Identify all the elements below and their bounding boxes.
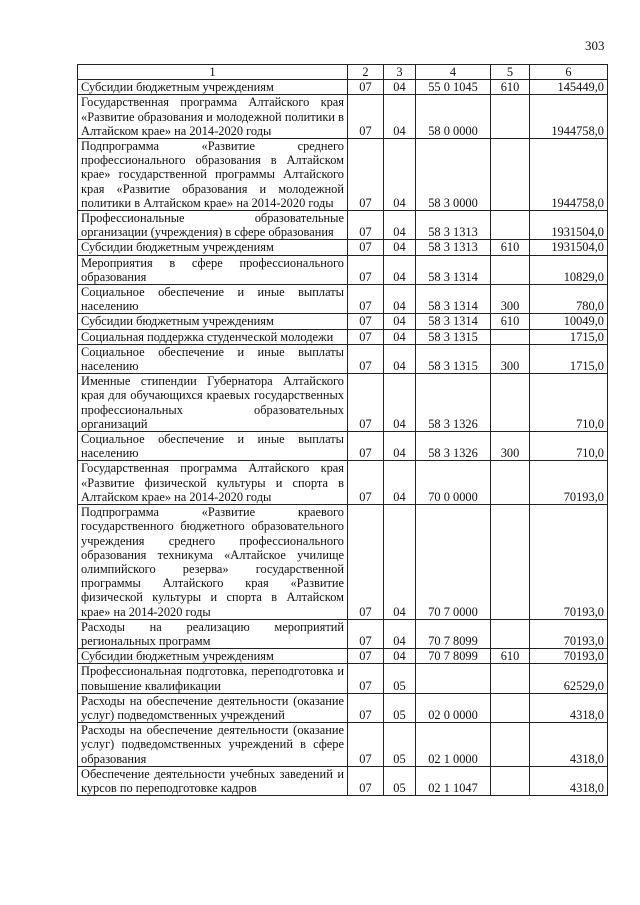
row-section: 07 bbox=[348, 505, 384, 620]
row-expense-type bbox=[491, 211, 530, 240]
row-subsection: 04 bbox=[384, 139, 416, 211]
row-amount: 1715,0 bbox=[530, 329, 608, 344]
row-section: 07 bbox=[348, 240, 384, 255]
row-name: Подпрограмма «Развитие краевого государственного бюджетного образовательного учреждения среднего профессионального образования техникума «Алтайское училище олимпийского резерва» государственной программы Алтайского края «Развитие физической культуры и спорта в Алтайском крае» на 2014-2020 годы bbox=[78, 505, 348, 620]
row-expense-type: 610 bbox=[491, 649, 530, 664]
row-amount: 4318,0 bbox=[530, 723, 608, 767]
row-subsection: 04 bbox=[384, 649, 416, 664]
row-name: Именные стипендии Губернатора Алтайского края для обучающихся краевых государственных профессиональных образовательных организаций bbox=[78, 374, 348, 432]
table-row bbox=[78, 80, 608, 95]
table-row bbox=[78, 255, 608, 284]
row-name: Социальное обеспечение и иные выплаты населению bbox=[78, 285, 348, 314]
row-amount: 710,0 bbox=[530, 432, 608, 461]
row-subsection: 05 bbox=[384, 664, 416, 693]
row-subsection: 04 bbox=[384, 80, 416, 95]
row-amount: 1944758,0 bbox=[530, 95, 608, 139]
row-expense-type bbox=[491, 95, 530, 139]
table-row bbox=[78, 344, 608, 373]
row-target-item: 58 3 1315 bbox=[416, 344, 491, 373]
row-expense-type: 610 bbox=[491, 314, 530, 329]
row-name: Расходы на обеспечение деятельности (оказание услуг) подведомственных учреждений bbox=[78, 693, 348, 722]
row-subsection: 04 bbox=[384, 255, 416, 284]
table-row bbox=[78, 95, 608, 139]
row-amount: 62529,0 bbox=[530, 664, 608, 693]
row-expense-type: 300 bbox=[491, 344, 530, 373]
row-target-item bbox=[416, 664, 491, 693]
row-amount: 1944758,0 bbox=[530, 139, 608, 211]
row-section: 07 bbox=[348, 255, 384, 284]
row-expense-type bbox=[491, 766, 530, 795]
row-target-item: 58 3 1314 bbox=[416, 314, 491, 329]
row-section: 07 bbox=[348, 766, 384, 795]
row-target-item: 58 3 1326 bbox=[416, 432, 491, 461]
row-subsection: 04 bbox=[384, 95, 416, 139]
row-expense-type: 300 bbox=[491, 285, 530, 314]
row-name: Подпрограмма «Развитие среднего профессионального образования в Алтайском крае» государственной программы Алтайского края «Развитие образования и молодежной политики в Алтайском крае» на 2014-2020 годы bbox=[78, 139, 348, 211]
row-subsection: 05 bbox=[384, 766, 416, 795]
row-amount: 1715,0 bbox=[530, 344, 608, 373]
table-row bbox=[78, 461, 608, 505]
row-section: 07 bbox=[348, 649, 384, 664]
row-expense-type bbox=[491, 255, 530, 284]
row-expense-type: 300 bbox=[491, 432, 530, 461]
table-row bbox=[78, 211, 608, 240]
row-name: Субсидии бюджетным учреждениям bbox=[78, 240, 348, 255]
column-header-subsection: 3 bbox=[384, 65, 416, 80]
row-expense-type bbox=[491, 505, 530, 620]
table-row bbox=[78, 664, 608, 693]
row-name: Субсидии бюджетным учреждениям bbox=[78, 80, 348, 95]
row-section: 07 bbox=[348, 95, 384, 139]
row-name: Расходы на реализацию мероприятий региональных программ bbox=[78, 619, 348, 648]
row-target-item: 58 3 1313 bbox=[416, 211, 491, 240]
row-amount: 145449,0 bbox=[530, 80, 608, 95]
row-amount: 4318,0 bbox=[530, 766, 608, 795]
row-expense-type bbox=[491, 693, 530, 722]
budget-table bbox=[77, 64, 608, 796]
table-row bbox=[78, 505, 608, 620]
table-row bbox=[78, 314, 608, 329]
row-target-item: 70 7 8099 bbox=[416, 619, 491, 648]
row-amount: 780,0 bbox=[530, 285, 608, 314]
row-amount: 70193,0 bbox=[530, 619, 608, 648]
row-subsection: 04 bbox=[384, 240, 416, 255]
table-row bbox=[78, 693, 608, 722]
table-row bbox=[78, 432, 608, 461]
row-subsection: 04 bbox=[384, 314, 416, 329]
row-section: 07 bbox=[348, 314, 384, 329]
row-section: 07 bbox=[348, 664, 384, 693]
row-target-item: 02 1 1047 bbox=[416, 766, 491, 795]
table-row bbox=[78, 723, 608, 767]
row-subsection: 04 bbox=[384, 329, 416, 344]
row-expense-type bbox=[491, 461, 530, 505]
row-target-item: 02 1 0000 bbox=[416, 723, 491, 767]
row-amount: 1931504,0 bbox=[530, 240, 608, 255]
row-expense-type bbox=[491, 619, 530, 648]
row-section: 07 bbox=[348, 693, 384, 722]
header-row bbox=[78, 65, 608, 80]
row-subsection: 04 bbox=[384, 374, 416, 432]
row-subsection: 04 bbox=[384, 432, 416, 461]
row-amount: 710,0 bbox=[530, 374, 608, 432]
column-header-expense-type: 5 bbox=[491, 65, 530, 80]
row-expense-type: 610 bbox=[491, 80, 530, 95]
row-subsection: 04 bbox=[384, 505, 416, 620]
row-subsection: 05 bbox=[384, 693, 416, 722]
column-header-name: 1 bbox=[78, 65, 348, 80]
row-name: Субсидии бюджетным учреждениям bbox=[78, 314, 348, 329]
table-row bbox=[78, 240, 608, 255]
row-name: Расходы на обеспечение деятельности (оказание услуг) подведомственных учреждений в сфере образования bbox=[78, 723, 348, 767]
page-number: 303 bbox=[585, 38, 605, 53]
row-target-item: 70 7 8099 bbox=[416, 649, 491, 664]
row-amount: 10049,0 bbox=[530, 314, 608, 329]
row-name: Субсидии бюджетным учреждениям bbox=[78, 649, 348, 664]
row-target-item: 58 3 1314 bbox=[416, 285, 491, 314]
row-amount: 70193,0 bbox=[530, 505, 608, 620]
row-target-item: 70 7 0000 bbox=[416, 505, 491, 620]
row-name: Профессиональная подготовка, переподготовка и повышение квалификации bbox=[78, 664, 348, 693]
row-section: 07 bbox=[348, 619, 384, 648]
row-amount: 10829,0 bbox=[530, 255, 608, 284]
row-section: 07 bbox=[348, 139, 384, 211]
table-row bbox=[78, 649, 608, 664]
row-name: Социальное обеспечение и иные выплаты населению bbox=[78, 344, 348, 373]
row-expense-type bbox=[491, 329, 530, 344]
row-target-item: 58 3 1326 bbox=[416, 374, 491, 432]
row-target-item: 55 0 1045 bbox=[416, 80, 491, 95]
row-section: 07 bbox=[348, 80, 384, 95]
table-row bbox=[78, 329, 608, 344]
row-target-item: 02 0 0000 bbox=[416, 693, 491, 722]
row-subsection: 05 bbox=[384, 723, 416, 767]
table-row bbox=[78, 374, 608, 432]
row-amount: 70193,0 bbox=[530, 649, 608, 664]
row-subsection: 04 bbox=[384, 285, 416, 314]
row-target-item: 70 0 0000 bbox=[416, 461, 491, 505]
row-target-item: 58 3 0000 bbox=[416, 139, 491, 211]
table-row bbox=[78, 619, 608, 648]
column-header-section: 2 bbox=[348, 65, 384, 80]
row-name: Социальная поддержка студенческой молодежи bbox=[78, 329, 348, 344]
row-expense-type: 610 bbox=[491, 240, 530, 255]
row-target-item: 58 0 0000 bbox=[416, 95, 491, 139]
row-name: Профессиональные образовательные организации (учреждения) в сфере образования bbox=[78, 211, 348, 240]
row-section: 07 bbox=[348, 723, 384, 767]
row-section: 07 bbox=[348, 461, 384, 505]
column-header-amount: 6 bbox=[530, 65, 608, 80]
row-section: 07 bbox=[348, 211, 384, 240]
row-subsection: 04 bbox=[384, 344, 416, 373]
row-target-item: 58 3 1314 bbox=[416, 255, 491, 284]
row-amount: 4318,0 bbox=[530, 693, 608, 722]
row-section: 07 bbox=[348, 432, 384, 461]
table-row bbox=[78, 766, 608, 795]
row-name: Обеспечение деятельности учебных заведений и курсов по переподготовке кадров bbox=[78, 766, 348, 795]
row-section: 07 bbox=[348, 329, 384, 344]
row-name: Социальное обеспечение и иные выплаты населению bbox=[78, 432, 348, 461]
row-section: 07 bbox=[348, 344, 384, 373]
row-subsection: 04 bbox=[384, 211, 416, 240]
table-row bbox=[78, 285, 608, 314]
row-amount: 1931504,0 bbox=[530, 211, 608, 240]
column-header-target-item: 4 bbox=[416, 65, 491, 80]
table-row bbox=[78, 139, 608, 211]
row-subsection: 04 bbox=[384, 619, 416, 648]
row-subsection: 04 bbox=[384, 461, 416, 505]
row-target-item: 58 3 1315 bbox=[416, 329, 491, 344]
row-name: Мероприятия в сфере профессионального образования bbox=[78, 255, 348, 284]
row-section: 07 bbox=[348, 374, 384, 432]
row-name: Государственная программа Алтайского края «Развитие физической культуры и спорта в Алтайском крае» на 2014-2020 годы bbox=[78, 461, 348, 505]
row-section: 07 bbox=[348, 285, 384, 314]
row-expense-type bbox=[491, 664, 530, 693]
row-expense-type bbox=[491, 374, 530, 432]
row-expense-type bbox=[491, 139, 530, 211]
row-amount: 70193,0 bbox=[530, 461, 608, 505]
row-target-item: 58 3 1313 bbox=[416, 240, 491, 255]
row-expense-type bbox=[491, 723, 530, 767]
row-name: Государственная программа Алтайского края «Развитие образования и молодежной политики в Алтайском крае» на 2014-2020 годы bbox=[78, 95, 348, 139]
